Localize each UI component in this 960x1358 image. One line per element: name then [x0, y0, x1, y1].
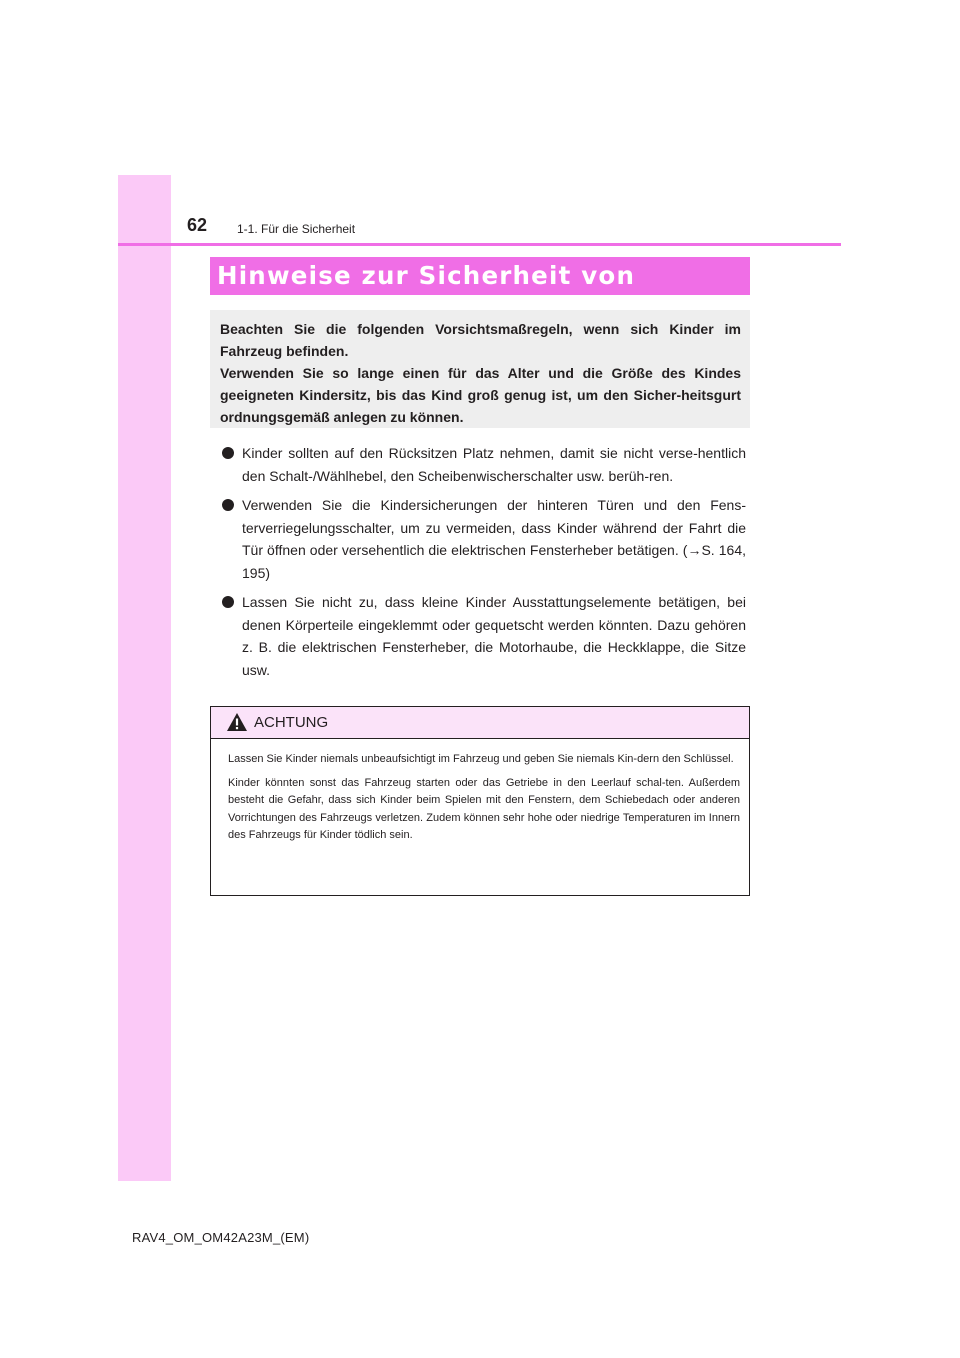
- list-item: [222, 494, 746, 584]
- page-title-bar: [210, 257, 750, 295]
- bullet-text: Kinder sollten auf den Rücksitzen Platz nehmen, damit sie nicht verse-hentlich den Schalt-/Wählhebel, den Scheibenwischerschalter usw. berüh-ren.: [242, 445, 746, 484]
- section-title: 1-1. Für die Sicherheit: [237, 222, 356, 236]
- caution-header: [211, 707, 749, 739]
- intro-line-2: Verwenden Sie so lange einen für das Alter und die Größe des Kindes geeigneten Kindersitz, bis das Kind groß genug ist, um den Sicher-heitsgurt ordnungsgemäß anlegen zu können.: [220, 365, 741, 425]
- document-code-footer: RAV4_OM_OM42A23M_(EM): [132, 1230, 310, 1245]
- bullet-dot-icon: [222, 447, 234, 459]
- caution-paragraph-1: Lassen Sie Kinder niemals unbeaufsichtigt im Fahrzeug und geben Sie niemals Kin-dern den Schlüssel.: [228, 753, 734, 765]
- page-number: 62: [187, 215, 208, 235]
- caution-box: [210, 706, 750, 896]
- bullet-list: [222, 442, 746, 688]
- intro-box: [210, 310, 750, 428]
- bullet-text: Lassen Sie nicht zu, dass kleine Kinder Ausstattungselemente betätigen, bei denen Körperteile eingeklemmt oder gequetscht werden könnten. Dazu gehören z. B. die elektrischen Fensterheber, die Motorhaube, die Heckklappe, die Sitze usw.: [242, 594, 746, 678]
- list-item: [222, 442, 746, 487]
- caution-paragraph-2: Kinder könnten sonst das Fahrzeug starten oder das Getriebe in den Leerlauf schal-ten. Außerdem besteht die Gefahr, dass sich Kinder beim Spielen mit den Fenstern, dem Schiebedach oder anderen Vorrichtungen des Fahrzeugs verletzen. Zudem können sehr hohe oder niedrige Temperaturen im Innern des Fahrzeugs für Kinder tödlich sein.: [228, 777, 740, 841]
- caution-label: ACHTUNG: [254, 714, 329, 731]
- warning-triangle-icon: [227, 713, 247, 731]
- page-sidebar-tab: [118, 175, 171, 1181]
- bullet-text: Verwenden Sie die Kindersicherungen der hinteren Türen und den Fens-terverriegelungsschalter, um zu vermeiden, dass Kinder während der Fahrt die Tür öffnen oder versehentlich die elektrischen Fensterheber betätigen. (→S. 164, 195): [242, 497, 746, 581]
- page-title: Hinweise zur Sicherheit von: [217, 261, 636, 290]
- list-item: [222, 591, 746, 681]
- bullet-dot-icon: [222, 499, 234, 511]
- intro-line-1: Beachten Sie die folgenden Vorsichtsmaßregeln, wenn sich Kinder im Fahrzeug befinden.: [220, 321, 741, 359]
- header-rule: [118, 243, 841, 246]
- caution-body: [211, 739, 749, 844]
- bullet-dot-icon: [222, 596, 234, 608]
